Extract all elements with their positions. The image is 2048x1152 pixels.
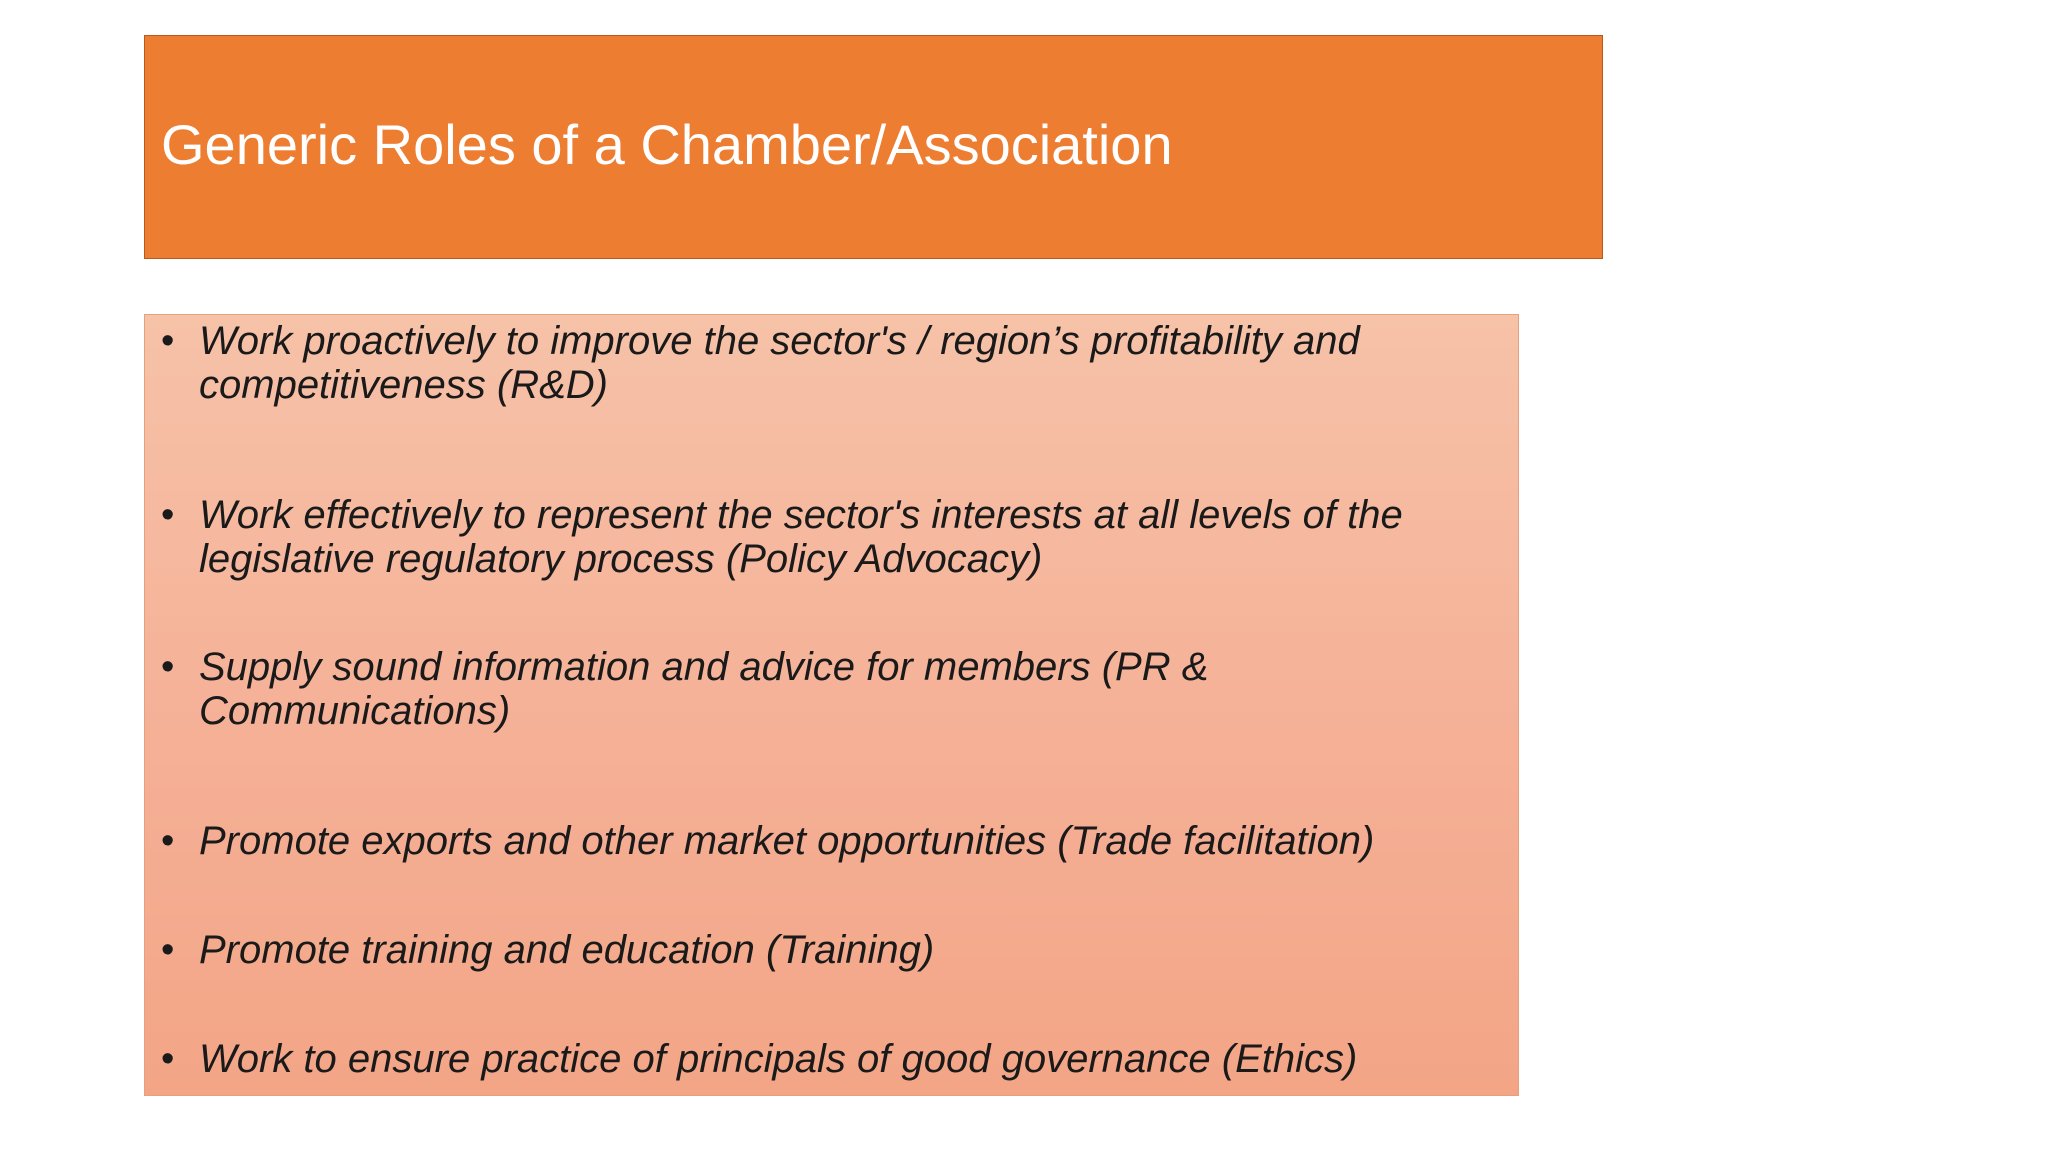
bullet-marker: • bbox=[161, 494, 175, 536]
bullet-marker: • bbox=[161, 820, 175, 862]
bullet-line: legislative regulatory process (Policy Advocacy) bbox=[199, 537, 1043, 581]
bullet-text bbox=[199, 493, 1491, 581]
bullet-item-ethics bbox=[161, 1037, 1491, 1081]
bullet-marker: • bbox=[161, 320, 175, 362]
bullet-marker: • bbox=[161, 1038, 175, 1080]
bullet-text bbox=[199, 319, 1491, 407]
bullet-item-trade-facilitation bbox=[161, 819, 1491, 863]
bullet-item-pr-communications bbox=[161, 645, 1491, 733]
bullet-text bbox=[199, 819, 1491, 863]
bullet-line: Promote exports and other market opportunities (Trade facilitation) bbox=[199, 819, 1375, 863]
bullet-line: Work proactively to improve the sector's / region’s profitability and bbox=[199, 319, 1360, 363]
bullet-line: Supply sound information and advice for members (PR & bbox=[199, 645, 1209, 689]
bullet-text bbox=[199, 645, 1491, 733]
bullet-item-rd bbox=[161, 319, 1491, 407]
title-banner bbox=[144, 35, 1603, 259]
bullet-line: Promote training and education (Training) bbox=[199, 928, 935, 972]
bullet-text bbox=[199, 928, 1491, 972]
bullet-line: competitiveness (R&D) bbox=[199, 363, 609, 407]
bullet-item-training bbox=[161, 928, 1491, 972]
bullet-marker: • bbox=[161, 646, 175, 688]
bullet-line: Communications) bbox=[199, 689, 511, 733]
slide-title: Generic Roles of a Chamber/Association bbox=[161, 113, 1173, 176]
bullet-marker: • bbox=[161, 929, 175, 971]
bullet-line: Work to ensure practice of principals of good governance (Ethics) bbox=[199, 1037, 1358, 1081]
bullet-line: Work effectively to represent the sector's interests at all levels of the bbox=[199, 493, 1403, 537]
bullet-text bbox=[199, 1037, 1491, 1081]
bullet-list-panel bbox=[144, 314, 1519, 1096]
bullet-item-policy-advocacy bbox=[161, 493, 1491, 581]
